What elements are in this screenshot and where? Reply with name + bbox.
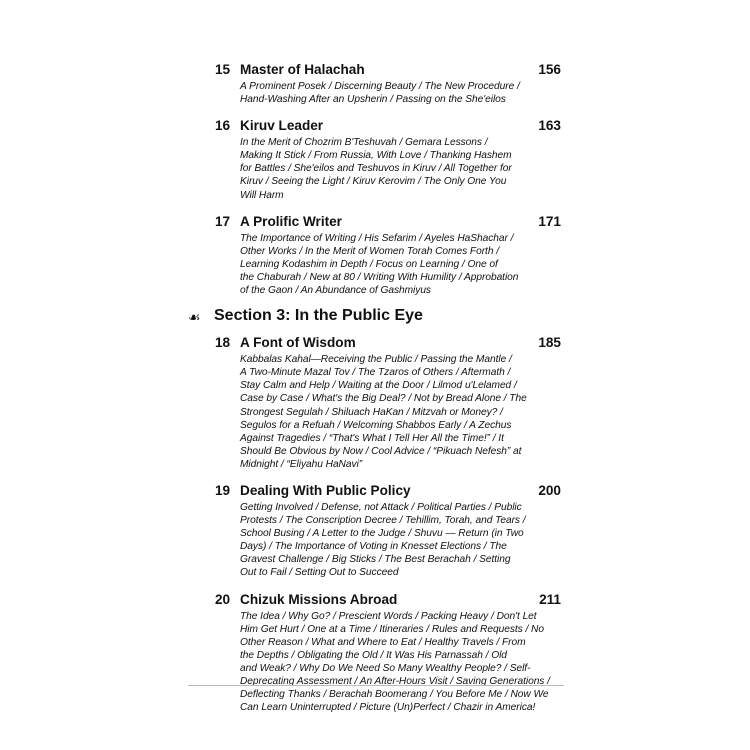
chapter-page-number: 200	[538, 482, 561, 498]
section-title: Section 3: In the Public Eye	[214, 307, 423, 325]
subtopic-line: Stay Calm and Help / Waiting at the Door / Lilmod u'Lelamed /	[240, 380, 517, 392]
subtopic-line: Other Works / In the Merit of Women Torah Comes Forth /	[240, 245, 500, 257]
subtopic-line: and Weak? / Why Do We Need So Many Wealthy People? / Self-	[240, 662, 531, 674]
fleuron-icon: ☙	[188, 309, 201, 326]
subtopic-line: Can Learn Uninterrupted / Picture (Un)Perfect / Chazir in America!	[240, 702, 536, 714]
chapter-title: A Font of Wisdom	[240, 335, 356, 351]
chapter-subtopics	[240, 501, 564, 580]
chapter-heading	[188, 333, 564, 353]
chapter-number: 15	[215, 62, 231, 77]
subtopic-line: Midnight / “Eliyahu HaNavi”	[240, 458, 363, 470]
subtopic-line: Him Get Hurt / One at a Time / Itineraries / Rules and Requests / No	[240, 623, 544, 635]
subtopic-line: Protests / The Conscription Decree / Tehillim, Torah, and Tears /	[240, 515, 526, 527]
toc-chapter-17	[188, 212, 564, 297]
chapter-page-number: 171	[538, 213, 561, 229]
chapter-subtopics	[240, 80, 564, 106]
subtopic-line: the Depths / Obligating the Old / It Was His Parnassah / Old	[240, 649, 507, 661]
chapter-heading	[188, 212, 564, 232]
subtopic-line: the Chaburah / New at 80 / Writing With Humility / Approbation	[240, 271, 519, 283]
chapter-heading	[188, 481, 564, 501]
subtopic-line: Against Tragedies / “That's What I Tell Her All the Time!” / It	[240, 432, 504, 444]
subtopic-line: A Prominent Posek / Discerning Beauty / The New Procedure /	[240, 81, 520, 92]
chapter-number: 17	[215, 213, 231, 229]
subtopic-line: Will Harm	[240, 189, 284, 201]
subtopic-line: Gravest Challenge / Big Sticks / The Best Berachah / Setting	[240, 554, 511, 566]
subtopic-line: Deflecting Thanks / Berachah Boomerang / You Before Me / Now We	[240, 689, 549, 701]
chapter-subtopics	[240, 610, 564, 715]
chapter-page-number: 211	[539, 591, 561, 607]
toc-chapter-18	[188, 333, 564, 471]
toc-chapter-20	[188, 590, 564, 715]
chapter-title: Master of Halachah	[240, 62, 365, 77]
chapter-title: Dealing With Public Policy	[240, 482, 411, 498]
subtopic-line: The Idea / Why Go? / Prescient Words / Packing Heavy / Don't Let	[240, 610, 537, 622]
subtopic-line: Strongest Segulah / Shiluach HaKan / Mitzvah or Money? /	[240, 406, 503, 418]
chapter-subtopics	[240, 232, 564, 297]
subtopic-line: Learning Kodashim in Depth / Focus on Learning / One of	[240, 258, 498, 270]
subtopic-line: Days) / The Importance of Voting in Knesset Elections / The	[240, 541, 507, 553]
chapter-page-number: 185	[538, 335, 561, 351]
page-bottom-divider	[188, 685, 564, 686]
chapter-title: Chizuk Missions Abroad	[240, 591, 398, 607]
section-heading	[188, 307, 564, 333]
chapter-number: 19	[215, 482, 231, 498]
subtopic-line: of the Gaon / An Abundance of Gashmiyus	[240, 285, 431, 297]
chapter-number: 20	[215, 591, 231, 607]
subtopic-line: In the Merit of Chozrim B'Teshuvah / Gemara Lessons /	[240, 137, 488, 149]
subtopic-line: The Importance of Writing / His Sefarim / Ayeles HaShachar /	[240, 232, 514, 244]
chapter-title: Kiruv Leader	[240, 118, 324, 134]
subtopic-line: Out to Fail / Setting Out to Succeed	[240, 567, 399, 579]
subtopic-line: Making It Stick / From Russia, With Love / Thanking Hashem	[240, 150, 512, 162]
chapter-heading	[188, 116, 564, 136]
toc-chapter-16	[188, 116, 564, 201]
chapter-page-number: 163	[538, 118, 561, 134]
chapter-number: 16	[215, 118, 231, 134]
chapter-title: A Prolific Writer	[240, 213, 342, 229]
chapter-subtopics	[240, 353, 564, 471]
subtopic-line: Should Be Obvious by Now / Cool Advice / “Pikuach Nefesh” at	[240, 445, 522, 457]
subtopic-line: for Battles / She'eilos and Teshuvos in Kiruv / All Together for	[240, 163, 512, 175]
subtopic-line: Deprecating Assessment / An After-Hours Visit / Saving Generations /	[240, 676, 550, 687]
subtopic-line: Hand-Washing After an Upsherin / Passing on the She'eilos	[240, 94, 506, 106]
subtopic-line: A Two-Minute Mazal Tov / The Tzaros of Others / Aftermath /	[240, 367, 511, 379]
chapter-heading	[188, 60, 564, 80]
chapter-page-number: 156	[538, 62, 561, 77]
subtopic-line: Other Reason / What and Where to Eat / Healthy Travels / From	[240, 636, 526, 648]
subtopic-line: Segulos for a Refuah / Welcoming Shabbos Early / A Zechus	[240, 419, 512, 431]
toc-chapter-15	[188, 60, 564, 106]
subtopic-line: Kabbalas Kahal—Receiving the Public / Passing the Mantle /	[240, 354, 512, 366]
toc-chapter-19	[188, 481, 564, 580]
table-of-contents	[188, 60, 564, 724]
subtopic-line: Case by Case / What's the Big Deal? / Not by Bread Alone / The	[240, 393, 527, 405]
chapter-heading	[188, 590, 564, 610]
subtopic-line: School Busing / A Letter to the Judge / Shuvu — Return (in Two	[240, 528, 524, 540]
chapter-number: 18	[215, 335, 231, 351]
subtopic-line: Kiruv / Seeing the Light / Kiruv Kerovim / The Only One You	[240, 176, 507, 188]
subtopic-line: Getting Involved / Defense, not Attack / Political Parties / Public	[240, 501, 522, 513]
chapter-subtopics	[240, 136, 564, 201]
